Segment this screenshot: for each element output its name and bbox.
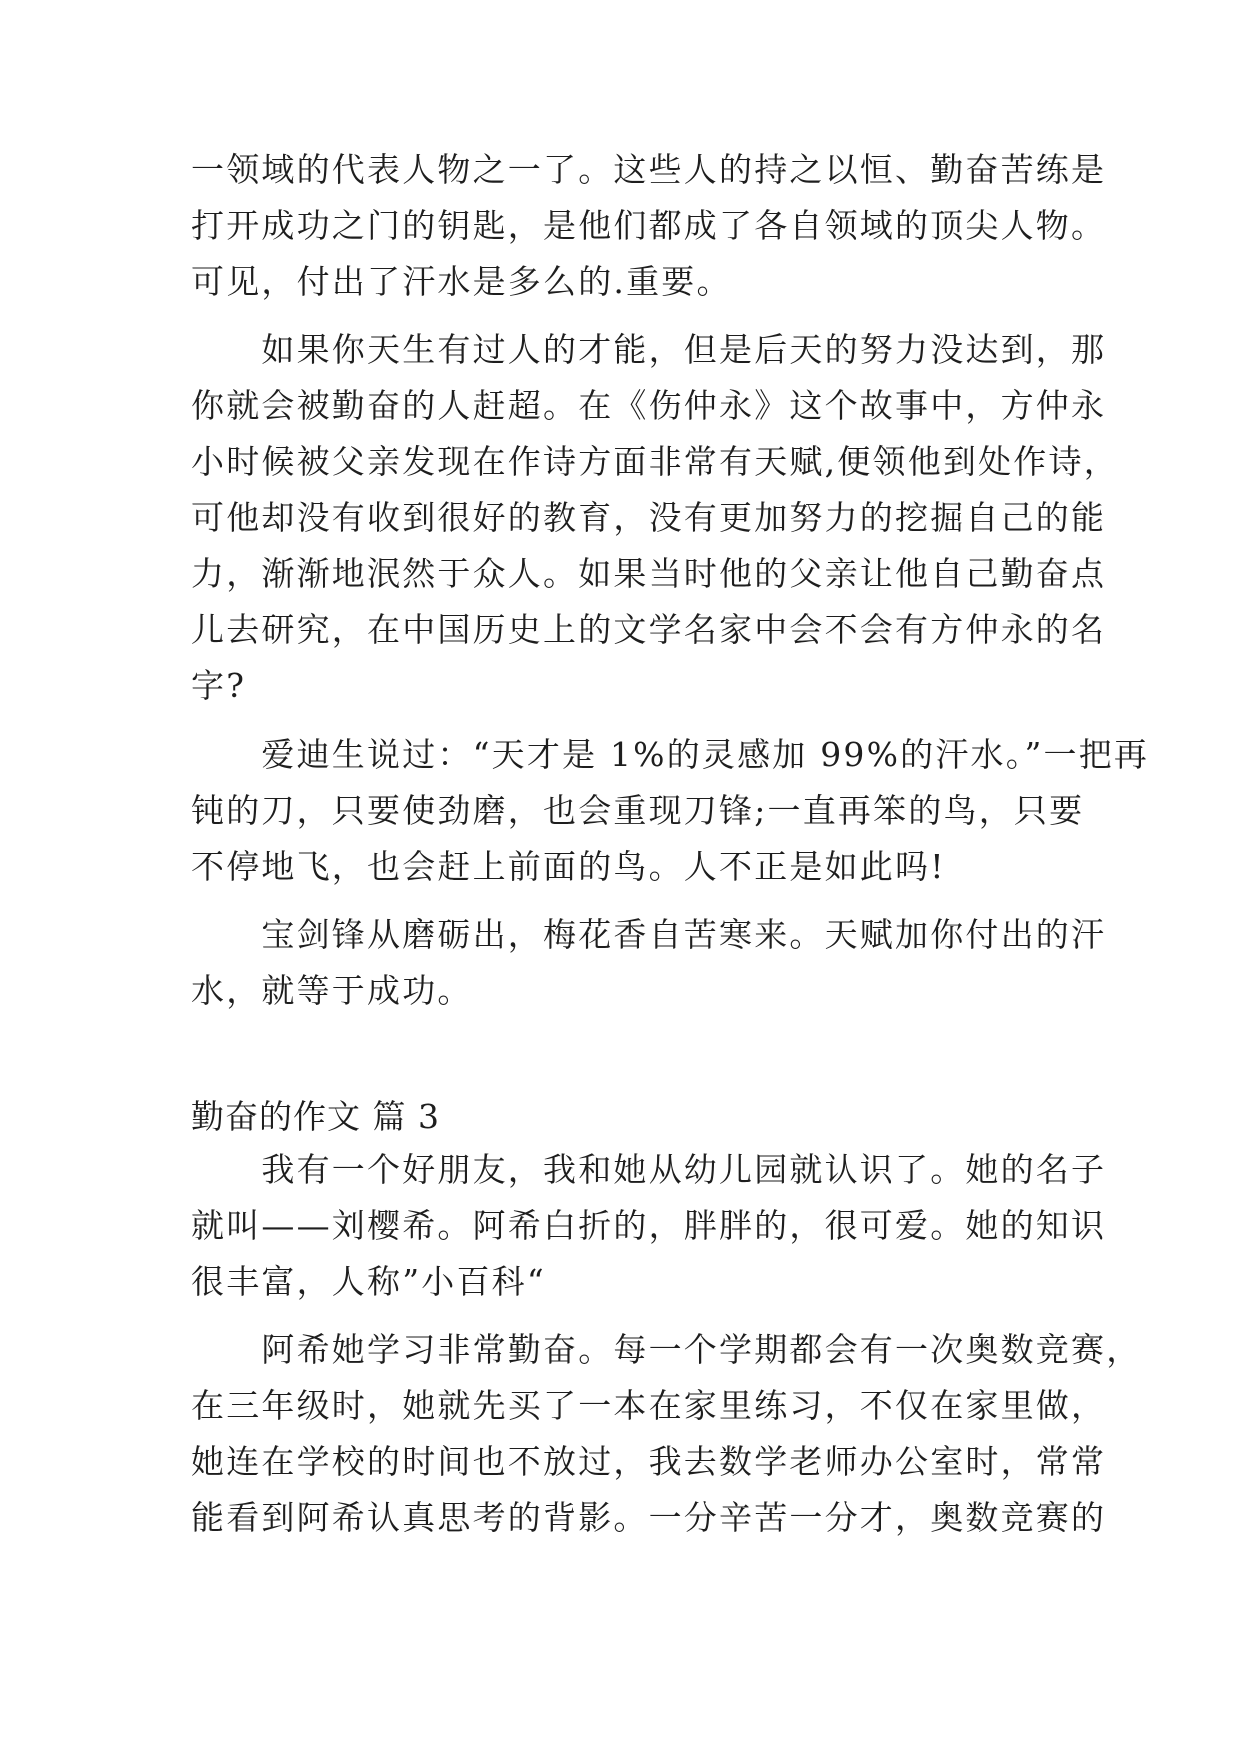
text-line: 钝的刀，只要使劲磨，也会重现刀锋;一直再笨的鸟，只要 [191,791,1085,830]
text-line: 就叫——刘樱希。阿希白折的，胖胖的，很可爱。她的知识 [191,1206,1107,1245]
text-line: 儿去研究，在中国历史上的文学名家中会不会有方仲永的名 [191,610,1107,649]
text-line: 不停地飞，也会赶上前面的鸟。人不正是如此吗! [191,847,946,886]
section-title: 勤奋的作文 篇 3 [191,1097,440,1136]
text-line: 可他却没有收到很好的教育，没有更加努力的挖掘自己的能 [191,498,1107,537]
text-line: 小时候被父亲发现在作诗方面非常有天赋,便领他到处作诗， [191,442,1119,481]
text-line: 很丰富，人称”小百科“ [191,1262,546,1301]
text-line: 宝剑锋从磨砺出，梅花香自苦寒来。天赋加你付出的汗 [191,915,1107,954]
text-line: 字? [191,666,247,705]
text-line: 爱迪生说过：“天才是 1%的灵感加 99%的汗水。”一把再 [191,735,1150,774]
text-line: 一领域的代表人物之一了。这些人的持之以恒、勤奋苦练是 [191,150,1107,189]
text-line: 你就会被勤奋的人赶超。在《伤仲永》这个故事中，方仲永 [191,386,1107,425]
text-line: 打开成功之门的钥匙，是他们都成了各自领域的顶尖人物。 [191,206,1107,245]
text-line: 如果你天生有过人的才能，但是后天的努力没达到，那 [191,330,1107,369]
text-line: 阿希她学习非常勤奋。每一个学期都会有一次奥数竞赛， [191,1330,1142,1369]
text-line: 水，就等于成功。 [191,971,473,1010]
text-line: 在三年级时，她就先买了一本在家里练习，不仅在家里做， [191,1386,1107,1425]
text-line: 她连在学校的时间也不放过，我去数学老师办公室时，常常 [191,1442,1107,1481]
text-line: 我有一个好朋友，我和她从幼儿园就认识了。她的名子 [191,1150,1107,1189]
text-line: 能看到阿希认真思考的背影。一分辛苦一分才，奥数竞赛的 [191,1498,1107,1537]
text-line: 可见，付出了汗水是多么的.重要。 [191,262,732,301]
text-line: 力，渐渐地泯然于众人。如果当时他的父亲让他自己勤奋点 [191,554,1107,593]
